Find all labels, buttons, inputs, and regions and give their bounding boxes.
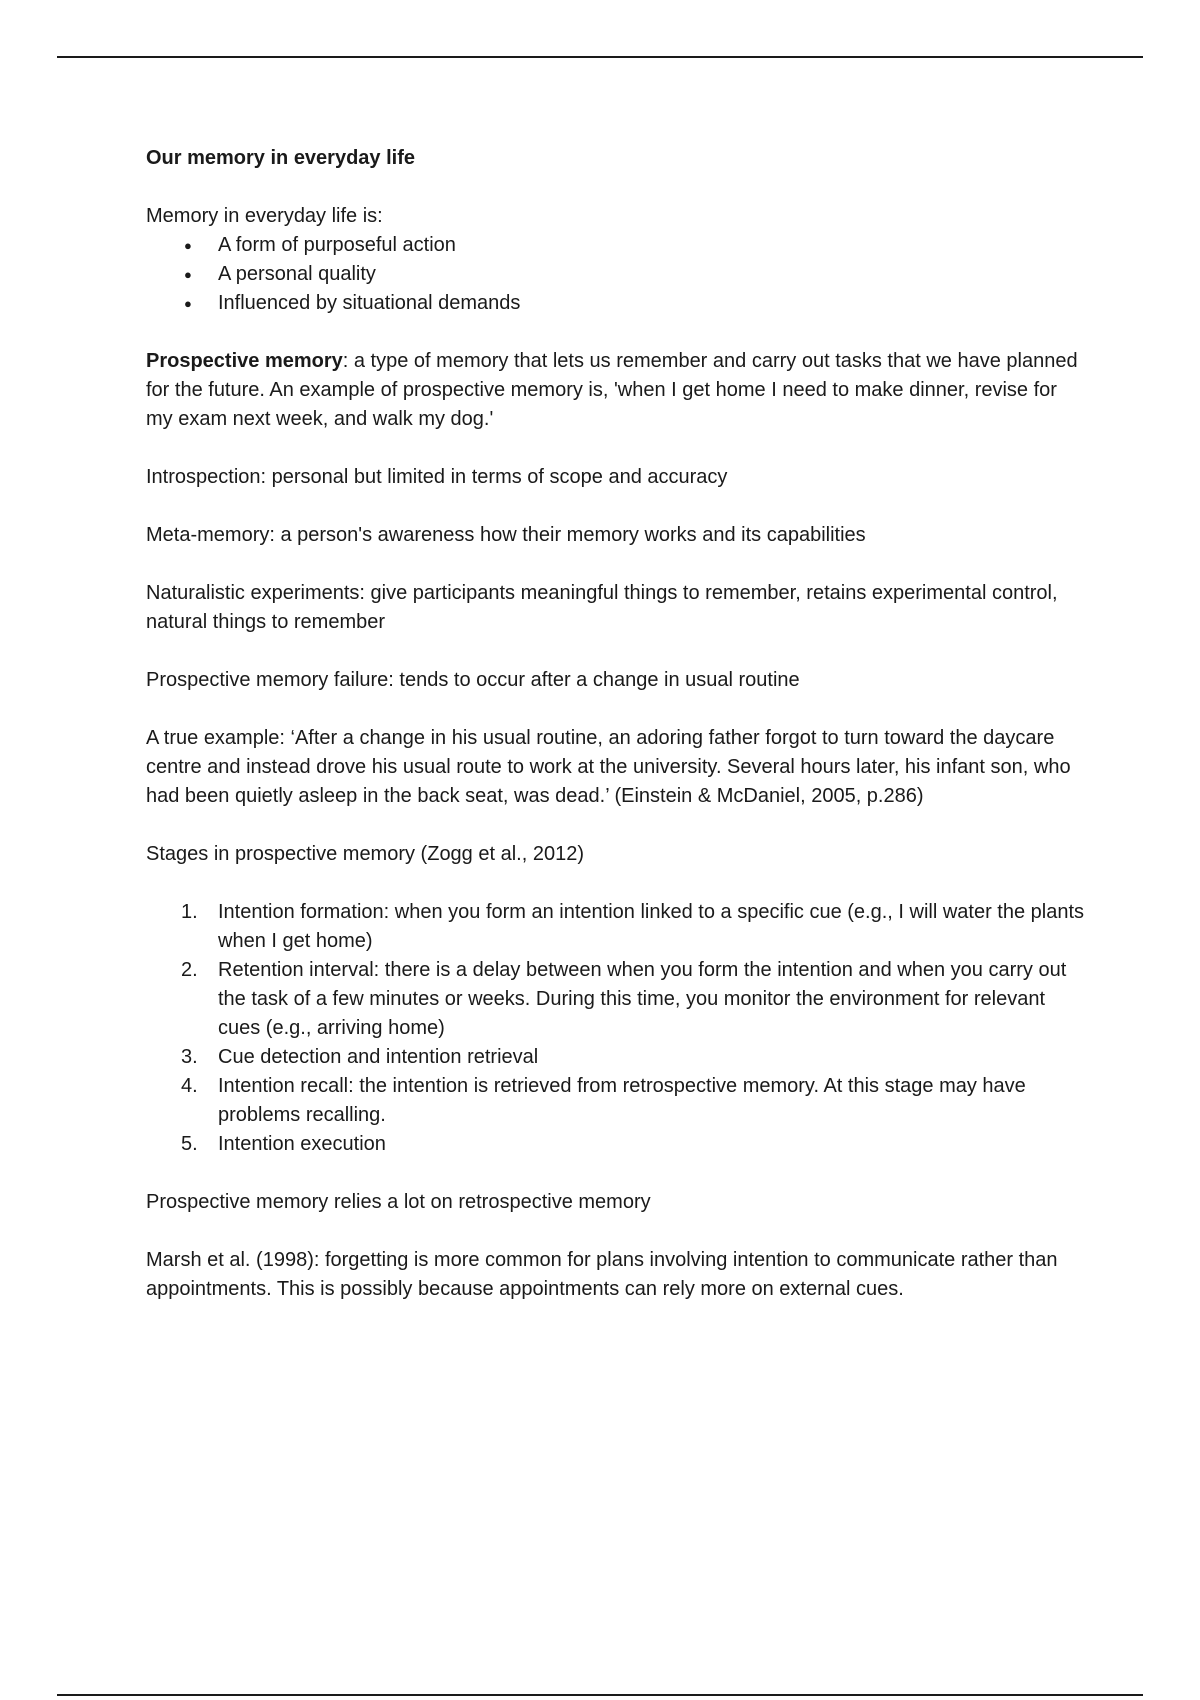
naturalistic-experiments-paragraph: Naturalistic experiments: give participants meaningful things to remember, retains experimental control, natural things to remember <box>146 582 1058 633</box>
stages-heading: Stages in prospective memory (Zogg et al., 2012) <box>146 843 584 865</box>
list-number: 3. <box>181 1046 198 1068</box>
introspection-paragraph: Introspection: personal but limited in terms of scope and accuracy <box>146 466 728 488</box>
true-example-paragraph: A true example: ‘After a change in his usual routine, an adoring father forgot to turn toward the daycare centre and instead drove his usual route to work at the university. Several hours later, his infant son, who had been quietly asleep in the back seat, was dead.’ (Einstein & McDaniel, 2005, p.286) <box>146 727 1071 807</box>
list-item: ● A form of purposeful action <box>146 231 1086 260</box>
document-body <box>146 144 1086 1333</box>
list-number: 5. <box>181 1133 198 1155</box>
meta-memory-paragraph: Meta-memory: a person's awareness how their memory works and its capabilities <box>146 524 866 546</box>
stages-list <box>146 898 1086 1159</box>
list-item-text: Intention execution <box>218 1133 386 1155</box>
list-item <box>146 1043 1086 1072</box>
list-item <box>146 1130 1086 1159</box>
intro-lead: Memory in everyday life is: <box>146 205 383 227</box>
prospective-memory-term: Prospective memory <box>146 350 343 372</box>
list-item <box>146 956 1086 1043</box>
list-item <box>146 1072 1086 1130</box>
top-rule <box>57 56 1143 58</box>
page-title: Our memory in everyday life <box>146 147 416 169</box>
list-item-text: Intention recall: the intention is retrieved from retrospective memory. At this stage may have problems recalling. <box>218 1075 1026 1126</box>
list-number: 4. <box>181 1075 198 1097</box>
list-number: 2. <box>181 959 198 981</box>
list-item: ● A personal quality <box>146 260 1086 289</box>
prospective-memory-paragraph <box>146 347 1086 434</box>
marsh-paragraph: Marsh et al. (1998): forgetting is more common for plans involving intention to communicate rather than appointments. This is possibly because appointments can rely more on external cues. <box>146 1249 1058 1300</box>
list-number: 1. <box>181 901 198 923</box>
list-item-text: Retention interval: there is a delay between when you form the intention and when you carry out the task of a few minutes or weeks. During this time, you monitor the environment for relevant cues (e.g., arriving home) <box>218 959 1067 1039</box>
list-item: ● Influenced by situational demands <box>146 289 1086 318</box>
list-item-text: Cue detection and intention retrieval <box>218 1046 539 1068</box>
memory-failure-paragraph: Prospective memory failure: tends to occur after a change in usual routine <box>146 669 800 691</box>
intro-bullet-list <box>146 231 1086 318</box>
bottom-rule <box>57 1694 1143 1696</box>
list-item <box>146 898 1086 956</box>
relies-paragraph: Prospective memory relies a lot on retrospective memory <box>146 1191 651 1213</box>
list-item-text: Intention formation: when you form an intention linked to a specific cue (e.g., I will water the plants when I get home) <box>218 901 1085 952</box>
prospective-memory-definition: : a type of memory that lets us remember and carry out tasks that we have planned for the future. An example of prospective memory is, 'when I get home I need to make dinner, revise for my exam next week, and walk my dog.' <box>146 350 1078 430</box>
